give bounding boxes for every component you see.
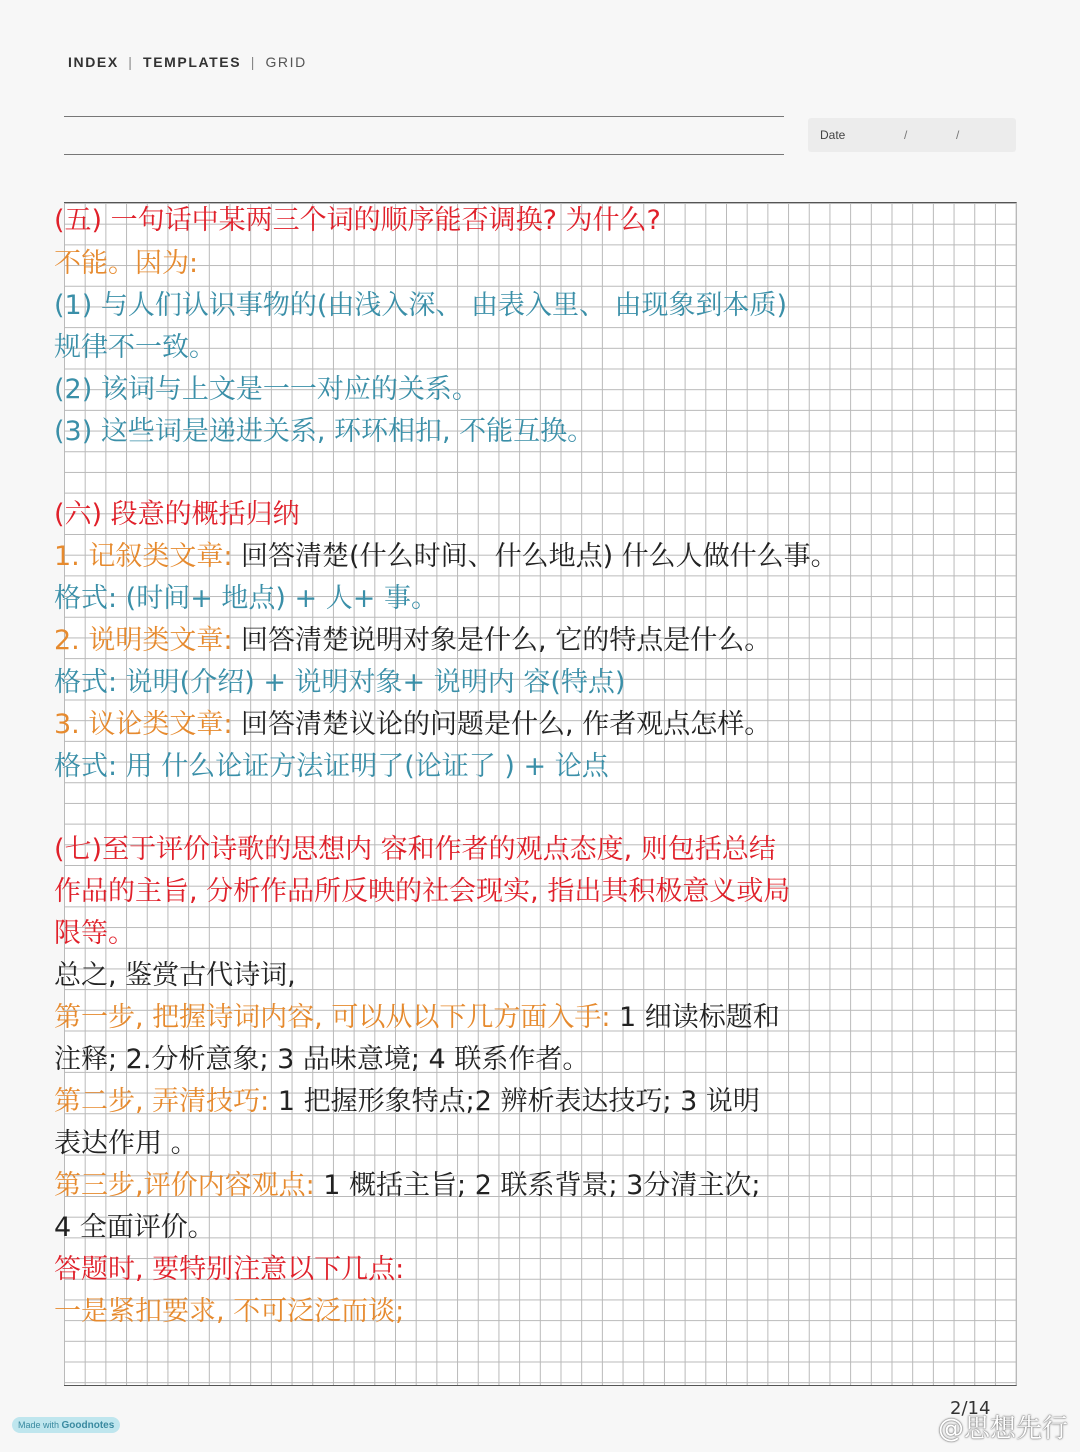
nav-index[interactable]: INDEX [68, 54, 119, 70]
nav-grid[interactable]: GRID [265, 54, 307, 70]
item-3-text: 回答清楚议论的问题是什么, 作者观点怎样。 [232, 709, 772, 740]
section-7-line-1: (七)至于评价诗歌的思想内 容和作者的观点态度, 则包括总结 [54, 834, 776, 865]
item-2-text: 回答清楚说明对象是什么, 它的特点是什么。 [232, 625, 772, 656]
section-6-item-3 [54, 704, 992, 746]
step-2-label: 第二步, 弄清技巧: [54, 1086, 270, 1117]
section-7-line-3: 限等。 [54, 918, 135, 949]
title-rule-2 [64, 154, 784, 155]
section-6-format-1: 格式: (时间+ 地点) + 人+ 事。 [54, 583, 438, 614]
section-7-line-2: 作品的主旨, 分析作品所反映的社会现实, 指出其积极意义或局 [54, 876, 791, 907]
step-1-label: 第一步, 把握诗词内容, 可以从以下几方面入手: [54, 1002, 611, 1033]
weibo-watermark: @思想先行 [937, 1414, 1068, 1444]
date-label: Date [820, 128, 846, 142]
section-5-point-1-cont: 规律不一致。 [54, 332, 216, 363]
note-point-1: 一是紧扣要求, 不可泛泛而谈; [54, 1296, 405, 1327]
section-5-title: (五) 一句话中某两三个词的顺序能否调换? 为什么? [54, 205, 661, 236]
section-5-point-3: (3) 这些词是递进关系, 环环相扣, 不能互换。 [54, 416, 595, 447]
badge-brand: Goodnotes [61, 1420, 115, 1431]
date-field[interactable] [808, 118, 1016, 152]
step-1-cont: 注释; 2.分析意象; 3 品味意境; 4 联系作者。 [54, 1044, 590, 1075]
title-rule-1 [64, 116, 784, 117]
step-2 [54, 1081, 992, 1123]
section-5-point-2: (2) 该词与上文是一一对应的关系。 [54, 374, 479, 405]
summary-line: 总之, 鉴赏古代诗词, [54, 960, 296, 991]
step-1 [54, 997, 992, 1039]
section-6-format-2: 格式: 说明(介绍) + 说明对象+ 说明内 容(特点) [54, 667, 626, 698]
goodnotes-badge [12, 1417, 120, 1433]
section-5-answer: 不能。因为: [54, 248, 199, 279]
badge-made-with: Made with [18, 1420, 62, 1430]
nav-separator: | [128, 54, 134, 70]
step-3-text: 1 概括主旨; 2 联系背景; 3分清主次; [314, 1170, 761, 1201]
step-3 [54, 1165, 992, 1207]
step-2-text: 1 把握形象特点;2 辨析表达技巧; 3 说明 [269, 1086, 760, 1117]
item-1-label: 1. 记叙类文章: [54, 541, 233, 572]
item-2-label: 2. 说明类文章: [54, 625, 233, 656]
note-title: 答题时, 要特别注意以下几点: [54, 1254, 405, 1285]
step-3-cont: 4 全面评价。 [54, 1212, 215, 1243]
date-slash: / [956, 128, 960, 142]
section-6-item-1 [54, 536, 992, 578]
step-3-label: 第三步,评价内容观点: [54, 1170, 315, 1201]
nav-templates[interactable]: TEMPLATES [143, 54, 242, 70]
section-6-title: (六) 段意的概括归纳 [54, 499, 300, 530]
step-2-cont: 表达作用 。 [54, 1128, 198, 1159]
item-3-label: 3. 议论类文章: [54, 709, 233, 740]
date-slash: / [904, 128, 908, 142]
page-number: 2/14 [950, 1398, 991, 1419]
item-1-text: 回答清楚(什么时间、什么地点) 什么人做什么事。 [232, 541, 838, 572]
section-6-item-2 [54, 620, 992, 662]
section-6-format-3: 格式: 用 什么论证方法证明了(论证了 ) + 论点 [54, 751, 609, 782]
nav-separator: | [250, 54, 256, 70]
section-5-point-1: (1) 与人们认识事物的(由浅入深、 由表入里、 由现象到本质) [54, 290, 788, 321]
step-1-text: 1 细读标题和 [610, 1002, 780, 1033]
header-nav [68, 54, 307, 70]
